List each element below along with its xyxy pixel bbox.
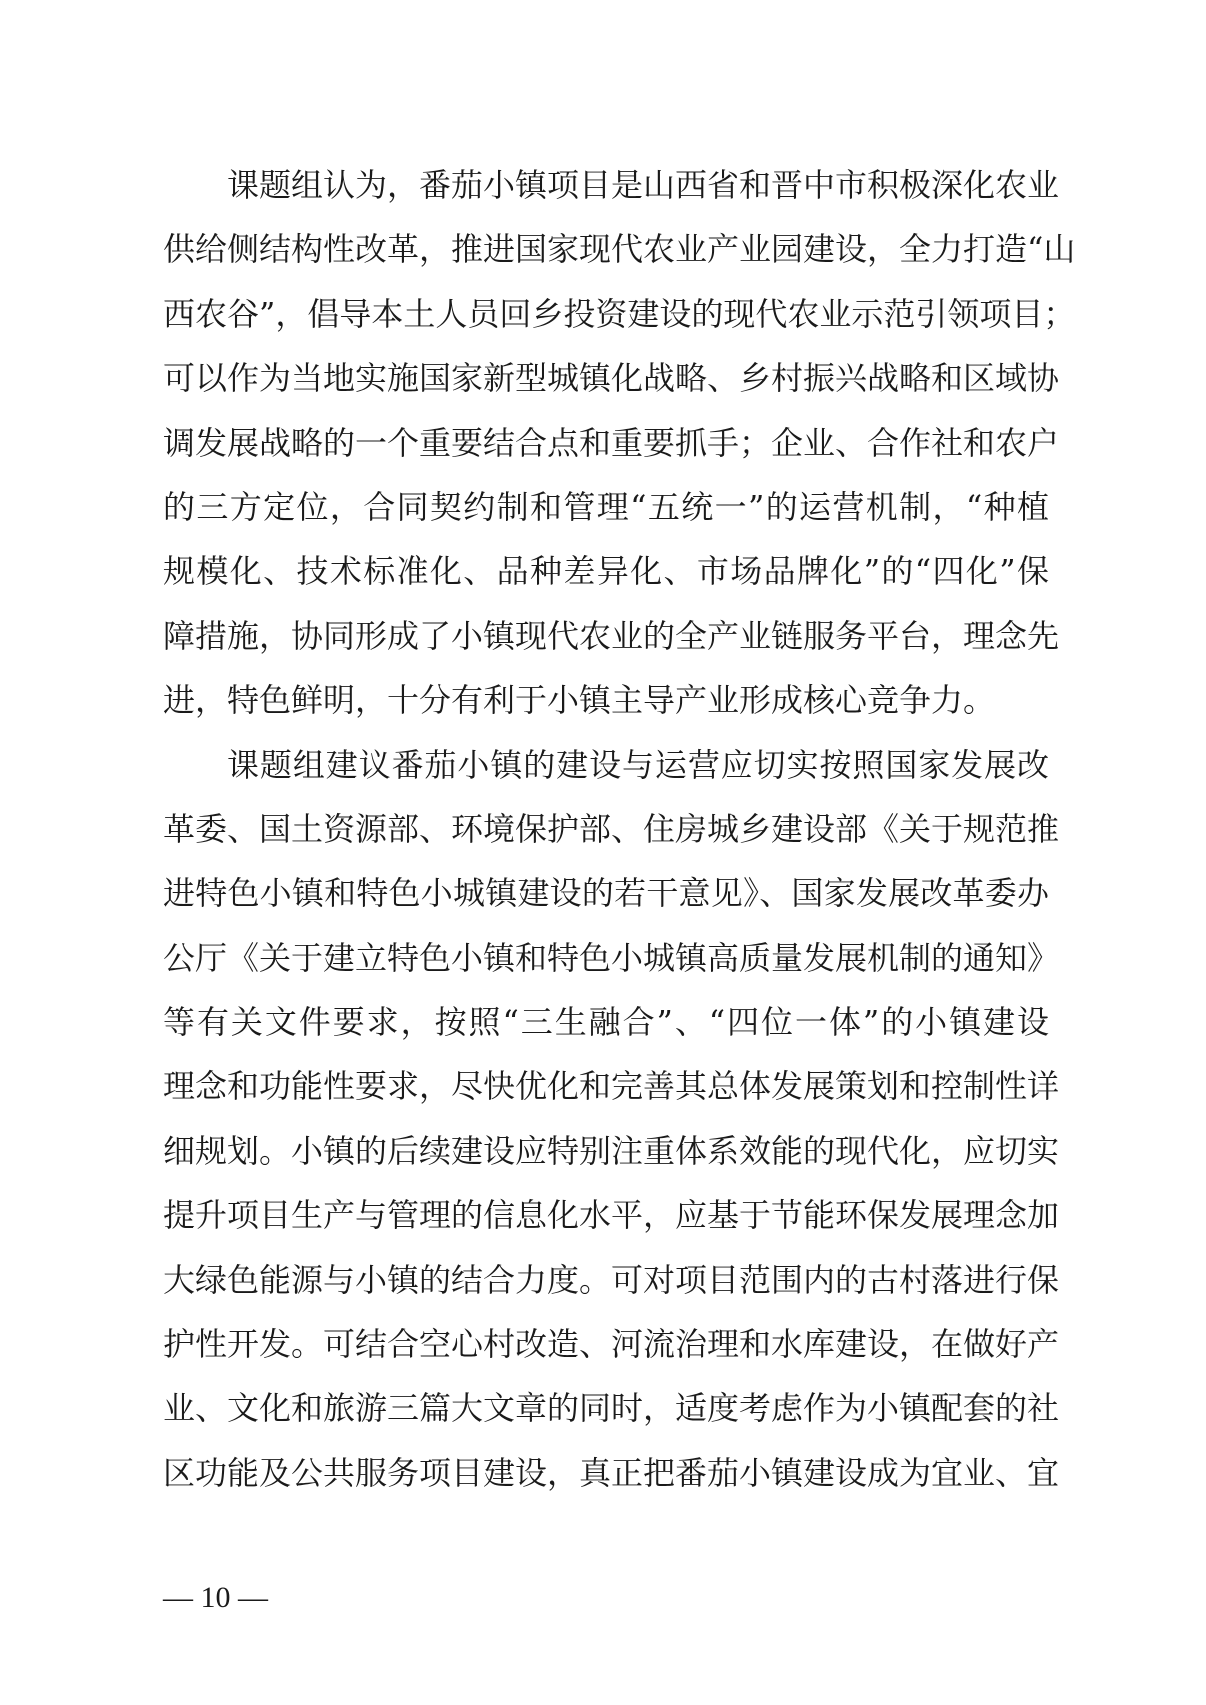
text-line: 课题组建议番茄小镇的建设与运营应切实按照国家发展改 <box>227 745 1049 784</box>
text-line: 护性开发。可结合空心村改造、河流治理和水库建设，在做好产 <box>163 1325 1060 1364</box>
text-line: 提升项目生产与管理的信息化水平，应基于节能环保发展理念加 <box>163 1196 1060 1235</box>
text-line: 业、文化和旅游三篇大文章的同时，适度考虑作为小镇配套的社 <box>163 1389 1060 1428</box>
text-line: 调发展战略的一个重要结合点和重要抓手；企业、合作社和农户 <box>163 423 1060 462</box>
text-line: 细规划。小镇的后续建设应特别注重体系效能的现代化，应切实 <box>163 1131 1060 1170</box>
text-line: 西农谷”，倡导本土人员回乡投资建设的现代农业示范引领项目； <box>163 294 1076 333</box>
text-line: 的三方定位，合同契约制和管理“五统一”的运营机制，“种植 <box>163 487 1049 526</box>
paragraph-2 <box>163 733 1060 1506</box>
paragraph-1 <box>163 153 1076 733</box>
text-line: 可以作为当地实施国家新型城镇化战略、乡村振兴战略和区域协 <box>163 359 1060 398</box>
body-text <box>163 153 1076 1505</box>
text-line: 进特色小镇和特色小城镇建设的若干意见》、国家发展改革委办 <box>163 874 1049 913</box>
text-line: 革委、国土资源部、环境保护部、住房城乡建设部《关于规范推 <box>163 809 1060 848</box>
page-number: — 10 — <box>163 1581 268 1614</box>
text-line: 公厅《关于建立特色小镇和特色小城镇高质量发展机制的通知》 <box>163 938 1060 977</box>
text-line: 大绿色能源与小镇的结合力度。可对项目范围内的古村落进行保 <box>163 1260 1060 1299</box>
text-line: 课题组认为，番茄小镇项目是山西省和晋中市积极深化农业 <box>227 166 1060 204</box>
text-line: 供给侧结构性改革，推进国家现代农业产业园建设，全力打造“山 <box>163 230 1076 269</box>
text-line: 等有关文件要求，按照“三生融合”、“四位一体”的小镇建设 <box>163 1003 1049 1042</box>
text-line: 规模化、技术标准化、品种差异化、市场品牌化”的“四化”保 <box>163 552 1049 591</box>
text-line: 进，特色鲜明，十分有利于小镇主导产业形成核心竞争力。 <box>163 681 996 720</box>
text-line: 障措施，协同形成了小镇现代农业的全产业链服务平台，理念先 <box>163 616 1060 655</box>
text-line: 区功能及公共服务项目建设，真正把番茄小镇建设成为宜业、宜 <box>163 1453 1060 1492</box>
text-line: 理念和功能性要求，尽快优化和完善其总体发展策划和控制性详 <box>163 1067 1060 1106</box>
